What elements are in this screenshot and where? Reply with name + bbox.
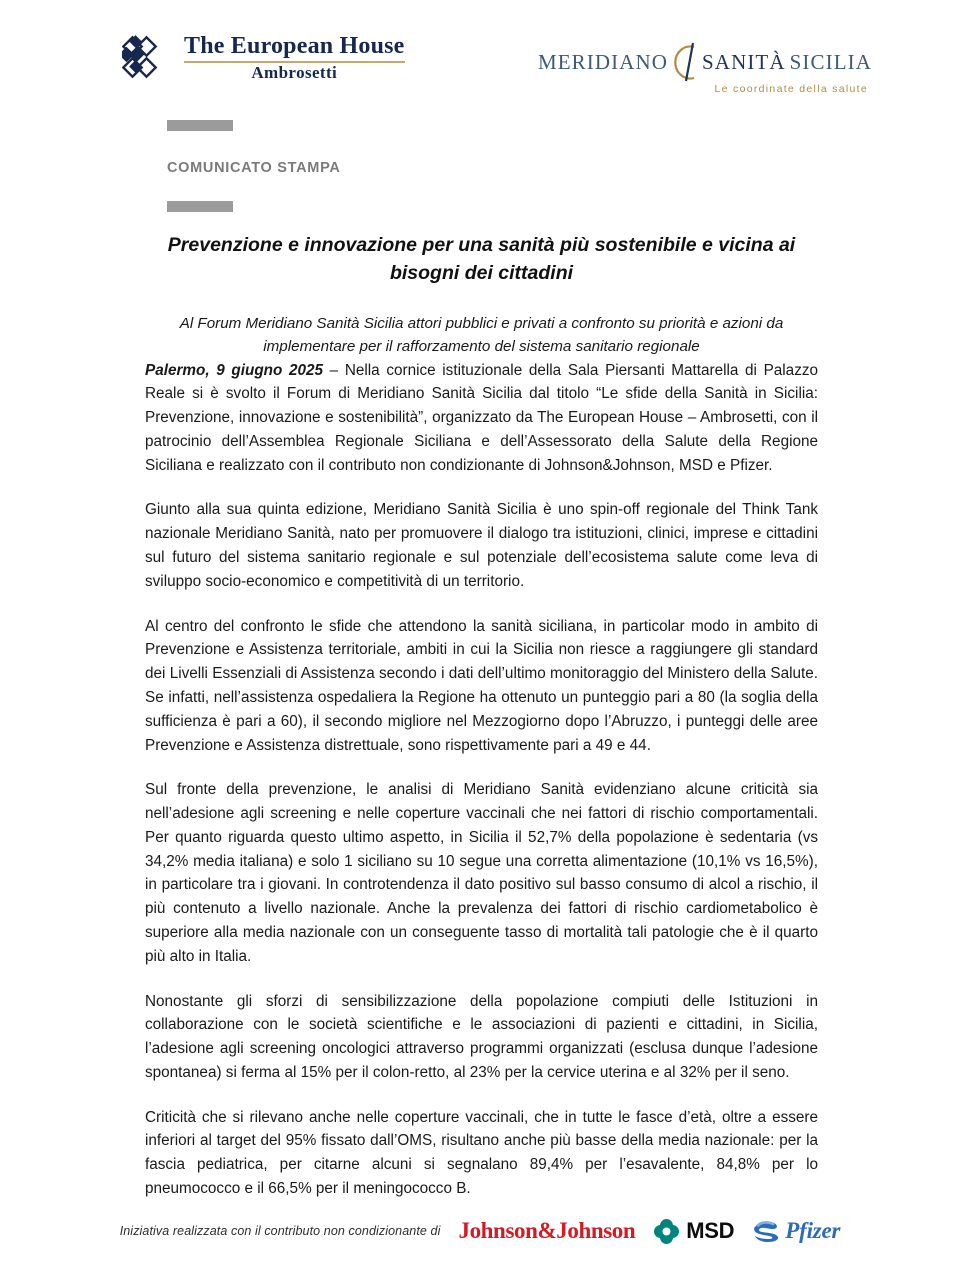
ambrosetti-wordmark (184, 34, 405, 83)
dateline: Palermo, 9 giugno 2025 (145, 361, 324, 379)
msd-wordmark: MSD (686, 1218, 735, 1243)
document-footer (0, 1210, 960, 1252)
document-subtitle: Al Forum Meridiano Sanità Sicilia attori pubblici e privati a confronto su priorità e azioni da implementare per il rafforzamento del sistema sanitario regionale (179, 315, 784, 356)
paragraph-intro-text: – Nella cornice istituzionale della Sala Piersanti Mattarella di Palazzo Reale si è svolto il Forum di Meridiano Sanità Sicilia dal titolo “Le sfide della Sanità in Sicilia: Prevenzione, innovazione e sostenibilità”, organizzato da The European House – Ambrosetti, con il patrocinio dell’Assemblea Regionale Siciliana e dell’Assessorato della Salute della Regione Siciliana e realizzato con il contributo non condizionante di Johnson&Johnson, MSD e Pfizer. (145, 361, 818, 474)
msd-logo (653, 1218, 734, 1245)
pfizer-logo (752, 1218, 840, 1244)
decorative-bar-top (167, 120, 233, 131)
page-title: Prevenzione e innovazione per una sanità più sostenibile e vicina ai bisogni dei cittadini (167, 234, 796, 284)
ambrosetti-title: The European House (184, 33, 405, 59)
document-header (0, 28, 960, 104)
sanita-word: SANITÀ (702, 49, 786, 74)
pfizer-wordmark: Pfizer (785, 1218, 841, 1243)
meridiano-sanita-sicilia-logo (537, 42, 872, 100)
paragraph-edizione: Giunto alla sua quinta edizione, Meridiano Sanità Sicilia è uno spin-off regionale del Think Tank nazionale Meridiano Sanità, nato per promuovere il dialogo tra istituzioni, clinici, imprese e cittadini sul futuro del sistema sanitario regionale e sul potenziale dell’ecosistema salute come leva di sviluppo socio-economico e competitività di un territorio. (145, 501, 818, 590)
meridiano-word: MERIDIANO (537, 49, 669, 74)
footer-sponsor-text: Iniziativa realizzata con il contributo non condizionante di (119, 1224, 441, 1238)
press-release-label-block (167, 120, 587, 212)
document-content (145, 232, 818, 1201)
paragraph-vaccini: Criticità che si rilevano anche nelle coperture vaccinali, che in tutte le fasce d’età, oltre a essere inferiori al target del 95% fissato dall’OMS, risultano anche più basse della media nazionale: per la fascia pediatrica, per citarne alcuni si segnalano 89,4% per l’esavalente, 84,8% per lo pneumococco e il 66,5% per il meningococco B. (145, 1108, 818, 1197)
johnson-and-johnson-logo: Johnson&Johnson (458, 1218, 636, 1243)
ambrosetti-logo (122, 34, 405, 83)
press-release-label: COMUNICATO STAMPA (167, 160, 341, 176)
msd-emblem-icon (653, 1218, 680, 1245)
ambrosetti-subtitle: Ambrosetti (251, 63, 338, 83)
pfizer-emblem-icon (752, 1218, 782, 1244)
decorative-bar-bottom (167, 201, 233, 212)
paragraph-prevenzione: Sul fronte della prevenzione, le analisi di Meridiano Sanità evidenziano alcune criticità sia nell’adesione agli screening e nelle coperture vaccinali che nei fattori di rischio comportamentali. Per quanto riguarda questo ultimo aspetto, in Sicilia il 52,7% della popolazione è sedentaria (vs 34,2% media italiana) e solo 1 siciliano su 10 segue una corretta alimentazione (10,1% vs 16,5%), in particolare tra i giovani. In controtendenza il dato positivo sul basso consumo di alcol a rischio, il più contenuto a livello nazionale. Anche la prevalenza dei fattori di rischio cardiometabolico è superiore alla media nazionale con un conseguente tasso di mortalità tali patologie che è il quarto più alto in Italia. (145, 781, 818, 965)
ambrosetti-emblem-icon (122, 35, 174, 81)
paragraph-intro (145, 359, 818, 478)
meridiano-tagline: Le coordinate della salute (714, 83, 868, 95)
meridiano-wordmark (537, 42, 872, 82)
paragraph-lea: Al centro del confronto le sfide che attendono la sanità siciliana, in particolar modo in ambito di Prevenzione e Assistenza territoriale, ambiti in cui la Sicilia non riesce a raggiungere gli standard dei Livelli Essenziali di Assistenza secondo i dati dell’ultimo monitoraggio del Ministero della Salute. Se infatti, nell’assistenza ospedaliera la Regione ha ottenuto un punteggio pari a 80 (la soglia della sufficienza è pari a 60), il secondo migliore nel Mezzogiorno dopo l’Abruzzo, i punteggi delle aree Prevenzione e Assistenza distrettuale, sono rispettivamente pari a 49 e 44. (145, 617, 818, 754)
meridiano-arc-icon (674, 42, 700, 82)
sicilia-word: SICILIA (789, 49, 872, 74)
paragraph-screening: Nonostante gli sforzi di sensibilizzazione della popolazione compiuti delle Istituzioni in collaborazione con le società scientifiche e le associazioni di pazienti e cittadini, in Sicilia, l’adesione agli screening oncologici attraverso programmi organizzati (esclusa dunque l’adesione spontanea) si ferma al 15% per il colon-retto, al 23% per la cervice uterina e al 32% per il seno. (145, 992, 818, 1081)
